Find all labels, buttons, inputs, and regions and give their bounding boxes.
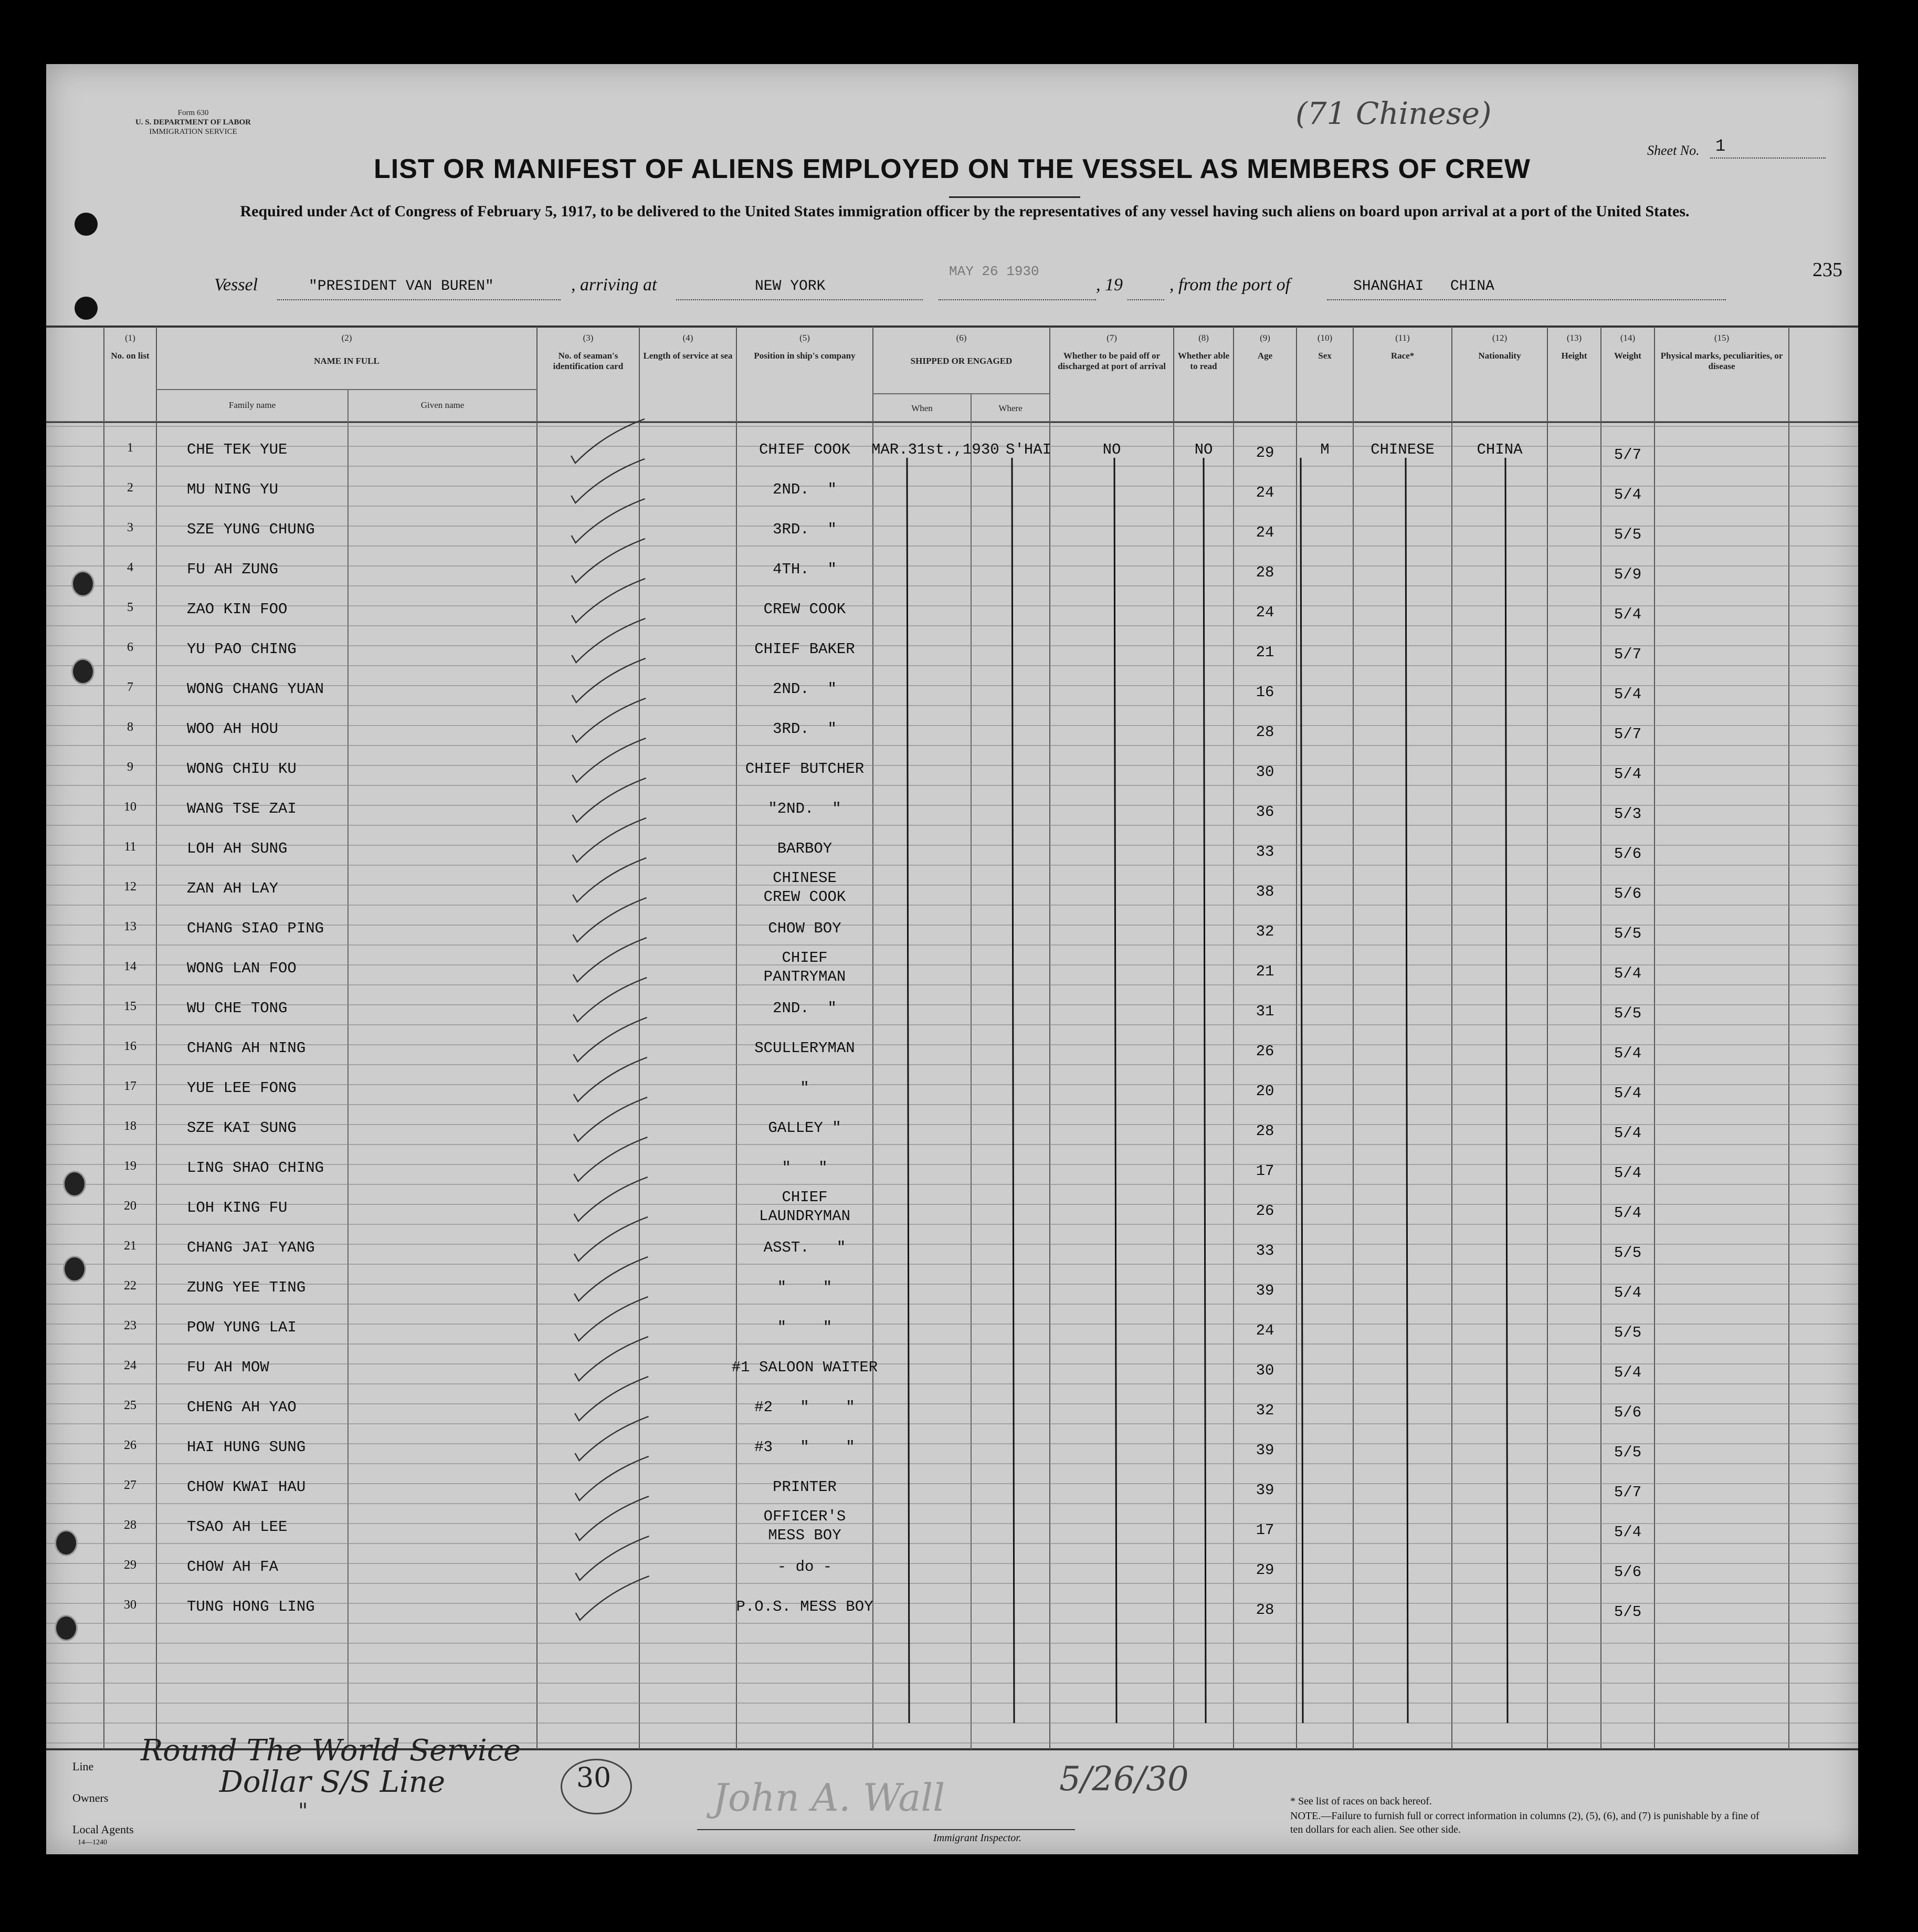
crew-position: " " xyxy=(777,1279,832,1296)
crew-position: " " xyxy=(782,1159,828,1177)
crew-family-name: WONG CHIU KU xyxy=(187,760,297,778)
crew-family-name: SZE KAI SUNG xyxy=(187,1119,297,1137)
ditto-line xyxy=(907,458,909,1723)
id-card-checkmark xyxy=(575,1337,648,1381)
annotation-chinese: (71 Chinese) xyxy=(1295,96,1492,131)
id-card-checkmark xyxy=(573,858,646,902)
crew-family-name: ZAO KIN FOO xyxy=(187,601,288,618)
crew-position: 4TH. " xyxy=(773,561,837,578)
footer-print-code: 14—1240 xyxy=(78,1839,107,1846)
crew-height: 5/7 xyxy=(1614,646,1642,663)
punch-hole xyxy=(63,1171,86,1197)
row-number: 9 xyxy=(127,760,133,774)
id-card-checkmark xyxy=(575,1496,649,1540)
row-number: 6 xyxy=(127,640,133,654)
crew-age: 28 xyxy=(1256,1122,1274,1140)
crew-race: CHINESE xyxy=(1371,441,1435,458)
vessel-label: Vessel xyxy=(214,275,258,295)
row-number: 13 xyxy=(124,920,136,933)
crew-position: OFFICER'S xyxy=(763,1508,846,1525)
footer-agents-value: " xyxy=(298,1799,308,1823)
id-card-checkmark xyxy=(572,579,645,623)
crew-family-name: WONG CHANG YUAN xyxy=(187,680,324,698)
crew-position: CHIEF BAKER xyxy=(754,640,855,658)
row-number: 19 xyxy=(124,1159,136,1173)
id-card-checkmark xyxy=(573,898,647,942)
crew-height: 5/4 xyxy=(1614,686,1642,703)
id-card-checkmark xyxy=(574,1097,647,1141)
shipped-when: MAR.31st.,1930 xyxy=(871,441,999,458)
from-port: SHANGHAI CHINA xyxy=(1353,278,1494,295)
row-number: 20 xyxy=(124,1199,136,1213)
footer-owners-label: Owners xyxy=(72,1791,109,1804)
crew-height: 5/5 xyxy=(1614,1244,1642,1262)
column-header-1: No. on list xyxy=(111,351,150,361)
punch-hole xyxy=(55,1530,78,1556)
page-title: LIST OR MANIFEST OF ALIENS EMPLOYED ON THE VESSEL AS MEMBERS OF CREW xyxy=(374,154,1531,184)
row-number: 29 xyxy=(124,1558,136,1572)
id-card-checkmark xyxy=(572,738,646,782)
ditto-line xyxy=(1505,458,1508,1723)
punch-hole xyxy=(75,297,98,320)
punch-hole xyxy=(63,1256,86,1282)
column-subheader-6-2: Where xyxy=(998,403,1023,413)
crew-family-name: TUNG HONG LING xyxy=(187,1598,315,1615)
column-number-13: (13) xyxy=(1566,333,1582,343)
id-card-checkmark xyxy=(573,938,647,982)
crew-age: 39 xyxy=(1256,1282,1274,1299)
column-number-12: (12) xyxy=(1492,333,1508,343)
crew-position-line2: LAUNDRYMAN xyxy=(758,1208,851,1225)
crew-position: CREW COOK xyxy=(763,601,846,618)
column-number-6: (6) xyxy=(956,333,967,343)
id-card-checkmark xyxy=(576,1576,649,1620)
id-card-checkmark xyxy=(572,698,646,742)
crew-family-name: LING SHAO CHING xyxy=(187,1159,324,1177)
crew-nationality: CHINA xyxy=(1477,441,1523,458)
form-number: Form 630 xyxy=(177,109,209,117)
crew-family-name: CHE TEK YUE xyxy=(187,441,288,458)
crew-height: 5/6 xyxy=(1614,1404,1642,1421)
id-card-checkmark xyxy=(572,658,646,702)
races-note: * See list of races on back hereof. xyxy=(1290,1796,1432,1807)
crew-position: #3 " " xyxy=(754,1438,855,1456)
id-card-checkmark xyxy=(574,1177,648,1221)
crew-position: #1 SALOON WAITER xyxy=(731,1359,878,1376)
crew-height: 5/5 xyxy=(1614,1324,1642,1341)
column-header-8: Whether able to read xyxy=(1177,351,1230,371)
ditto-line xyxy=(1406,458,1408,1723)
crew-height: 5/9 xyxy=(1614,566,1642,583)
crew-position: CHOW BOY xyxy=(768,920,841,937)
crew-height: 5/4 xyxy=(1614,965,1642,982)
crew-position: CHINESE xyxy=(773,869,837,887)
crew-family-name: WONG LAN FOO xyxy=(187,960,297,977)
inspector-rule xyxy=(697,1829,1075,1830)
column-header-7: Whether to be paid off or discharged at port of arrival xyxy=(1058,351,1166,371)
column-number-7: (7) xyxy=(1106,333,1117,343)
id-card-checkmark xyxy=(573,978,647,1022)
column-header-4: Length of service at sea xyxy=(643,351,733,361)
row-number: 5 xyxy=(127,601,133,614)
crew-height: 5/4 xyxy=(1614,1045,1642,1062)
crew-position-line2: MESS BOY xyxy=(768,1527,841,1544)
crew-age: 32 xyxy=(1256,1402,1274,1419)
from-port-label: , from the port of xyxy=(1169,275,1291,295)
crew-height: 5/7 xyxy=(1614,446,1642,464)
row-number: 10 xyxy=(124,800,136,814)
crew-family-name: CHANG AH NING xyxy=(187,1040,306,1057)
fine-note: NOTE.—Failure to furnish full or correct information in columns (2), (5), (6), and (7) is punishable by a fine of ten dollars for each alien. See other side. xyxy=(1290,1810,1759,1835)
crew-height: 5/5 xyxy=(1614,925,1642,942)
crew-age: 26 xyxy=(1256,1043,1274,1060)
crew-family-name: LOH AH SUNG xyxy=(187,840,288,857)
crew-age: 16 xyxy=(1256,684,1274,701)
crew-age: 21 xyxy=(1256,644,1274,661)
punch-hole xyxy=(71,571,94,597)
row-number: 23 xyxy=(124,1319,136,1332)
crew-position: GALLEY " xyxy=(768,1119,841,1137)
ditto-line xyxy=(1114,458,1116,1723)
footer-agents-label: Local Agents xyxy=(72,1823,134,1836)
crew-age: 39 xyxy=(1256,1442,1274,1459)
row-number: 27 xyxy=(124,1478,136,1492)
crew-family-name: ZUNG YEE TING xyxy=(187,1279,306,1296)
id-card-checkmark xyxy=(574,1217,648,1261)
crew-family-name: FU AH ZUNG xyxy=(187,561,279,578)
able-to-read: NO xyxy=(1194,441,1213,458)
id-card-checkmark xyxy=(572,539,645,583)
id-card-checkmark xyxy=(572,618,646,663)
id-card-checkmark xyxy=(572,499,645,543)
column-header-9: Age xyxy=(1257,351,1273,361)
id-card-checkmark xyxy=(573,818,646,862)
column-number-14: (14) xyxy=(1620,333,1636,343)
id-card-checkmark xyxy=(575,1416,649,1461)
sheet-no-value: 1 xyxy=(1715,136,1726,156)
row-number: 12 xyxy=(124,880,136,894)
id-card-checkmark xyxy=(575,1297,648,1341)
row-number: 24 xyxy=(124,1359,136,1372)
crew-age: 24 xyxy=(1256,484,1274,501)
column-number-11: (11) xyxy=(1395,333,1410,343)
crew-family-name: LOH KING FU xyxy=(187,1199,288,1216)
column-number-3: (3) xyxy=(583,333,594,343)
row-number: 17 xyxy=(124,1079,136,1093)
manifest-sheet xyxy=(46,64,1858,1854)
id-card-checkmark xyxy=(571,459,645,503)
crew-family-name: SZE YUNG CHUNG xyxy=(187,521,315,538)
column-number-15: (15) xyxy=(1714,333,1730,343)
column-header-14: Weight xyxy=(1614,351,1641,361)
row-number: 1 xyxy=(127,441,133,455)
ditto-line xyxy=(1204,458,1206,1723)
crew-height: 5/6 xyxy=(1614,845,1642,863)
crew-position: - do - xyxy=(777,1558,832,1576)
signature-date: 5/26/30 xyxy=(1059,1760,1189,1799)
crew-family-name: WANG TSE ZAI xyxy=(187,800,297,817)
row-number: 14 xyxy=(124,960,136,973)
row-number: 16 xyxy=(124,1040,136,1053)
crew-age: 33 xyxy=(1256,1242,1274,1259)
crew-family-name: ZAN AH LAY xyxy=(187,880,279,897)
crew-position: " " xyxy=(777,1319,832,1336)
crew-height: 5/4 xyxy=(1614,606,1642,623)
column-header-5: Position in ship's company xyxy=(754,351,856,361)
column-header-10: Sex xyxy=(1318,351,1332,361)
crew-position-line2: PANTRYMAN xyxy=(763,968,846,985)
count-value: 30 xyxy=(576,1762,612,1794)
row-number: 15 xyxy=(124,1000,136,1013)
crew-age: 28 xyxy=(1256,564,1274,581)
crew-age: 30 xyxy=(1256,763,1274,781)
footer-owners-value: Dollar S/S Line xyxy=(219,1765,446,1799)
date-stamp: MAY 26 1930 xyxy=(949,264,1039,279)
column-number-2: (2) xyxy=(341,333,352,343)
id-card-checkmark xyxy=(571,419,645,463)
crew-age: 17 xyxy=(1256,1521,1274,1539)
paid-off: NO xyxy=(1102,441,1121,458)
footer-line-value: Round The World Service xyxy=(141,1734,521,1768)
crew-age: 17 xyxy=(1256,1162,1274,1180)
crew-family-name: CHANG SIAO PING xyxy=(187,920,324,937)
crew-height: 5/6 xyxy=(1614,885,1642,902)
row-number: 21 xyxy=(124,1239,136,1253)
id-card-checkmark xyxy=(575,1536,649,1580)
ditto-line xyxy=(1012,458,1014,1723)
column-number-8: (8) xyxy=(1198,333,1209,343)
crew-height: 5/4 xyxy=(1614,1085,1642,1102)
id-card-checkmark xyxy=(574,1137,647,1181)
crew-family-name: MU NING YU xyxy=(187,481,279,498)
crew-position: CHIEF BUTCHER xyxy=(745,760,865,778)
crew-age: 26 xyxy=(1256,1202,1274,1220)
inspector-signature: John A. Wall xyxy=(713,1776,945,1820)
column-subheader-6-1: When xyxy=(911,403,933,413)
crew-height: 5/4 xyxy=(1614,1204,1642,1222)
crew-position: 2ND. " xyxy=(773,680,837,698)
crew-height: 5/3 xyxy=(1614,805,1642,823)
shipped-where: S'HAI xyxy=(1006,441,1052,458)
crew-height: 5/4 xyxy=(1614,1524,1642,1541)
crew-age: 32 xyxy=(1256,923,1274,940)
row-number: 2 xyxy=(127,481,133,495)
column-number-1: (1) xyxy=(125,333,135,343)
row-number: 18 xyxy=(124,1119,136,1133)
id-card-checkmark xyxy=(575,1377,648,1421)
crew-age: 36 xyxy=(1256,803,1274,821)
crew-position: 3RD. " xyxy=(773,720,837,738)
row-number: 3 xyxy=(127,521,133,534)
crew-age: 31 xyxy=(1256,1003,1274,1020)
column-number-9: (9) xyxy=(1260,333,1270,343)
crew-position: "2ND. " xyxy=(768,800,841,817)
column-header-13: Height xyxy=(1561,351,1587,361)
row-number: 22 xyxy=(124,1279,136,1293)
crew-position: " xyxy=(800,1079,809,1097)
column-header-15: Physical marks, peculiarities, or disease xyxy=(1660,351,1783,371)
crew-family-name: WU CHE TONG xyxy=(187,1000,288,1017)
column-header-3: No. of seaman's identification card xyxy=(553,351,624,371)
crew-family-name: HAI HUNG SUNG xyxy=(187,1438,306,1456)
id-card-checkmark xyxy=(574,1257,648,1301)
crew-height: 5/4 xyxy=(1614,486,1642,503)
page-subtitle: Required under Act of Congress of February 5, 1917, to be delivered to the United States immigration officer by the representatives of any vessel having such aliens on board upon arrival at a port of the United States. xyxy=(240,203,1690,220)
crew-sex: M xyxy=(1320,441,1330,458)
id-card-checkmark xyxy=(574,1017,647,1062)
column-header-12: Nationality xyxy=(1478,351,1521,361)
column-header-2: NAME IN FULL xyxy=(314,356,380,366)
row-number: 4 xyxy=(127,561,133,574)
column-subheader-2-1: Family name xyxy=(228,400,276,410)
id-card-checkmark xyxy=(574,1057,647,1101)
crew-height: 5/4 xyxy=(1614,765,1642,783)
column-number-4: (4) xyxy=(682,333,693,343)
crew-position: 2ND. " xyxy=(773,1000,837,1017)
crew-position: SCULLERYMAN xyxy=(754,1040,855,1057)
arriving-label: , arriving at xyxy=(571,275,657,295)
column-header-11: Race* xyxy=(1390,351,1415,361)
column-number-5: (5) xyxy=(799,333,810,343)
crew-age: 39 xyxy=(1256,1482,1274,1499)
crew-family-name: WOO AH HOU xyxy=(187,720,279,738)
crew-height: 5/4 xyxy=(1614,1164,1642,1182)
crew-age: 24 xyxy=(1256,524,1274,541)
column-number-10: (10) xyxy=(1317,333,1333,343)
crew-height: 5/4 xyxy=(1614,1284,1642,1301)
punch-hole xyxy=(75,213,98,236)
crew-position: 3RD. " xyxy=(773,521,837,538)
sheet-no-label: Sheet No. xyxy=(1647,143,1700,158)
crew-family-name: FU AH MOW xyxy=(187,1359,269,1376)
row-number: 25 xyxy=(124,1399,136,1412)
arriving-port: NEW YORK xyxy=(755,278,826,295)
crew-height: 5/5 xyxy=(1614,1005,1642,1022)
crew-height: 5/5 xyxy=(1614,1444,1642,1461)
crew-height: 5/5 xyxy=(1614,526,1642,543)
crew-position-line2: CREW COOK xyxy=(763,888,846,906)
crew-age: 28 xyxy=(1256,723,1274,741)
inspector-label: Immigrant Inspector. xyxy=(933,1832,1021,1844)
page-number: 235 xyxy=(1812,259,1842,281)
crew-age: 33 xyxy=(1256,843,1274,860)
id-card-checkmark xyxy=(573,778,646,822)
crew-age: 29 xyxy=(1256,1561,1274,1579)
crew-age: 21 xyxy=(1256,963,1274,980)
crew-family-name: CHOW AH FA xyxy=(187,1558,279,1576)
crew-height: 5/4 xyxy=(1614,1125,1642,1142)
crew-age: 38 xyxy=(1256,883,1274,900)
service-name: IMMIGRATION SERVICE xyxy=(149,128,237,136)
crew-height: 5/7 xyxy=(1614,1484,1642,1501)
crew-position: CHIEF xyxy=(782,949,828,967)
column-subheader-2-2: Given name xyxy=(420,400,465,410)
punch-hole xyxy=(71,658,94,685)
crew-position: 2ND. " xyxy=(773,481,837,498)
crew-age: 29 xyxy=(1256,444,1274,461)
crew-position: PRINTER xyxy=(773,1478,837,1496)
crew-height: 5/6 xyxy=(1614,1563,1642,1581)
row-number: 7 xyxy=(127,680,133,694)
crew-family-name: CHOW KWAI HAU xyxy=(187,1478,306,1496)
crew-age: 30 xyxy=(1256,1362,1274,1379)
ditto-line xyxy=(1301,458,1303,1723)
row-number: 28 xyxy=(124,1518,136,1532)
crew-age: 24 xyxy=(1256,604,1274,621)
row-number: 8 xyxy=(127,720,133,734)
year-label: , 19 xyxy=(1096,275,1123,295)
crew-family-name: YU PAO CHING xyxy=(187,640,297,658)
row-number: 11 xyxy=(124,840,136,854)
crew-height: 5/7 xyxy=(1614,726,1642,743)
crew-position: CHIEF COOK xyxy=(758,441,851,458)
crew-position: BARBOY xyxy=(777,840,832,857)
crew-position: #2 " " xyxy=(754,1399,855,1416)
crew-family-name: CHANG JAI YANG xyxy=(187,1239,315,1256)
crew-family-name: TSAO AH LEE xyxy=(187,1518,288,1536)
row-number: 26 xyxy=(124,1438,136,1452)
crew-age: 24 xyxy=(1256,1322,1274,1339)
crew-height: 5/4 xyxy=(1614,1364,1642,1381)
crew-height: 5/5 xyxy=(1614,1603,1642,1621)
crew-family-name: CHENG AH YAO xyxy=(187,1399,297,1416)
footer-line-label: Line xyxy=(72,1760,94,1773)
crew-age: 28 xyxy=(1256,1601,1274,1619)
crew-family-name: POW YUNG LAI xyxy=(187,1319,297,1336)
column-header-6: SHIPPED OR ENGAGED xyxy=(910,356,1013,366)
crew-position: CHIEF xyxy=(782,1189,828,1206)
id-card-checkmark xyxy=(575,1456,649,1500)
row-number: 30 xyxy=(124,1598,136,1612)
department-name: U. S. DEPARTMENT OF LABOR xyxy=(135,118,251,127)
vessel-name: "PRESIDENT VAN BUREN" xyxy=(309,278,494,295)
crew-age: 20 xyxy=(1256,1083,1274,1100)
punch-hole xyxy=(55,1615,78,1641)
crew-family-name: YUE LEE FONG xyxy=(187,1079,297,1097)
crew-position: ASST. " xyxy=(763,1239,846,1256)
crew-position: P.O.S. MESS BOY xyxy=(736,1598,873,1615)
